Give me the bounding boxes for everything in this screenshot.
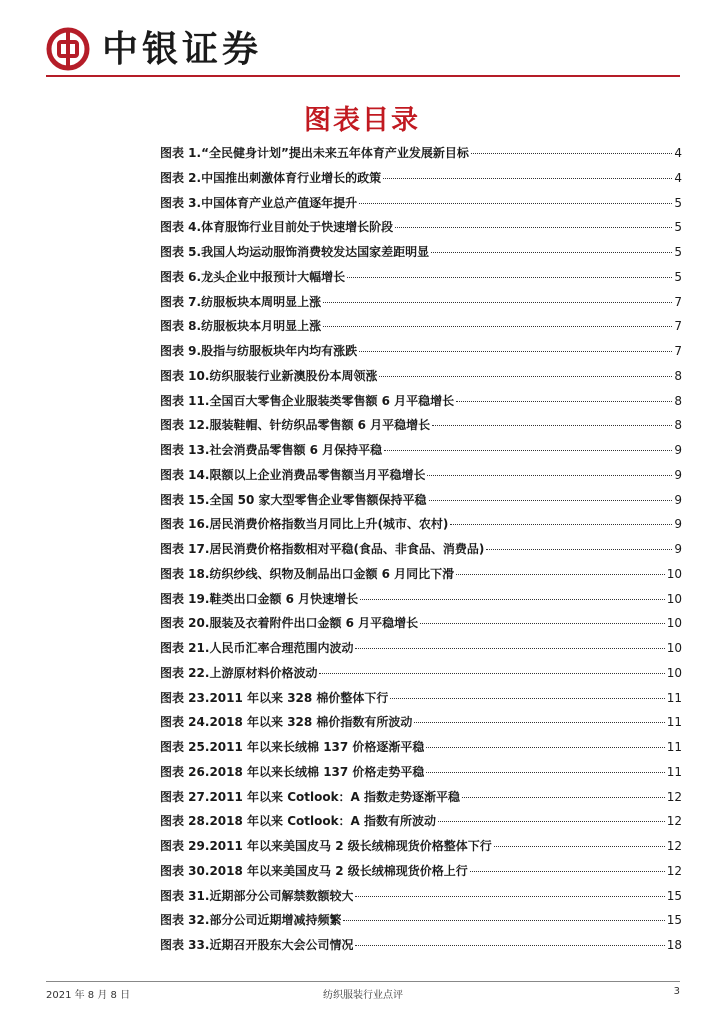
toc-item-label: 图表 7. [160, 294, 202, 309]
toc-item-page: 10 [666, 616, 682, 631]
toc-leader-dots [471, 153, 672, 154]
toc-item-page: 9 [674, 443, 682, 457]
toc-item-page: 10 [666, 641, 682, 655]
toc-item[interactable] [160, 293, 682, 318]
toc-item-text: 社会消费品零售额 6 月保持平稳 [209, 443, 383, 457]
toc-item[interactable] [160, 862, 682, 887]
toc-item-page: 11 [666, 690, 682, 705]
toc-item-page: 8 [674, 368, 682, 383]
toc-leader-dots [323, 326, 672, 327]
toc-item-text: 上游原材料价格波动 [209, 665, 318, 680]
toc-item[interactable] [160, 837, 682, 862]
toc-item-page: 11 [666, 740, 682, 754]
toc-item[interactable] [160, 590, 682, 615]
toc-item-text: 我国人均运动服饰消费较发达国家差距明显 [201, 245, 430, 259]
toc-item[interactable] [160, 218, 682, 243]
toc-leader-dots [395, 227, 672, 228]
toc-item-label: 图表 13. [160, 443, 210, 457]
toc-item-label: 图表 10. [160, 368, 210, 383]
toc-leader-dots [456, 401, 672, 402]
toc-item[interactable] [160, 416, 682, 441]
toc-item-page: 11 [666, 715, 682, 730]
toc-item-text: 2018 年以来 328 棉价指数有所波动 [209, 715, 413, 730]
toc-item-text: “全民健身计划”提出未来五年体育产业发展新目标 [201, 146, 469, 160]
toc-item[interactable] [160, 392, 682, 417]
toc-leader-dots [360, 599, 665, 600]
toc-item[interactable] [160, 540, 682, 565]
toc-item-text: 服装及衣着附件出口金额 6 月平稳增长 [209, 616, 419, 631]
toc-item-label: 图表 21. [160, 641, 210, 655]
toc-item[interactable] [160, 243, 682, 268]
toc-item-text: 全国百大零售企业服装类零售额 6 月平稳增长 [209, 393, 455, 408]
toc-item-label: 图表 30. [160, 863, 210, 878]
toc-leader-dots [431, 252, 672, 253]
toc-item-label: 图表 18. [160, 566, 210, 581]
toc-item-page: 12 [666, 789, 682, 804]
toc-leader-dots [355, 896, 664, 897]
toc-item-label: 图表 27. [160, 789, 210, 804]
toc-item-label: 图表 15. [160, 492, 210, 507]
toc-item[interactable] [160, 887, 682, 912]
toc-item-label: 图表 12. [160, 418, 210, 433]
footer-report-type: 纺织服装行业点评 [323, 990, 403, 1001]
toc-item-page: 15 [666, 888, 682, 903]
toc-item-text: 2018 年以来长绒棉 137 价格走势平稳 [209, 764, 425, 779]
toc-item[interactable] [160, 738, 682, 763]
footer-page-number: 3 [673, 986, 680, 997]
toc-item-text: 2011 年以来长绒棉 137 价格逐渐平稳 [209, 740, 425, 754]
toc-item-page: 8 [674, 393, 682, 408]
toc-item-label: 图表 6. [160, 269, 202, 284]
toc-item-label: 图表 25. [160, 740, 210, 754]
toc-leader-dots [355, 648, 664, 649]
toc-item-label: 图表 11. [160, 393, 210, 408]
toc-item-text: 全国 50 家大型零售企业零售额保持平稳 [209, 492, 427, 507]
toc-leader-dots [426, 772, 664, 773]
toc-item-label: 图表 33. [160, 938, 210, 952]
toc-item-label: 图表 3. [160, 195, 202, 210]
toc-item-label: 图表 29. [160, 839, 210, 853]
toc-item[interactable] [160, 268, 682, 293]
toc-item[interactable] [160, 491, 682, 516]
toc-item-text: 居民消费价格指数相对平稳(食品、非食品、消费品) [209, 542, 485, 556]
toc-leader-dots [426, 747, 664, 748]
toc-leader-dots [456, 574, 665, 575]
toc-item[interactable] [160, 614, 682, 639]
toc-list [160, 144, 682, 961]
toc-item[interactable] [160, 664, 682, 689]
footer-date: 2021 年 8 月 8 日 [46, 990, 131, 1001]
toc-item-page: 18 [666, 938, 682, 952]
toc-item-text: 纺织服装行业新澳股份本周领涨 [209, 368, 378, 383]
toc-item[interactable] [160, 194, 682, 219]
toc-item-text: 2011 年以来 Cotlook：A 指数走势逐渐平稳 [209, 789, 461, 804]
toc-item[interactable] [160, 689, 682, 714]
toc-leader-dots [319, 673, 664, 674]
brand-name: 中银证券 [102, 28, 263, 70]
toc-item-label: 图表 31. [160, 888, 210, 903]
toc-item-page: 7 [674, 344, 682, 358]
toc-leader-dots [462, 797, 665, 798]
toc-item-text: 服装鞋帽、针纺织品零售额 6 月平稳增长 [209, 418, 431, 433]
toc-item-page: 4 [674, 146, 682, 160]
toc-item-text: 中国体育产业总产值逐年提升 [201, 195, 358, 210]
toc-leader-dots [494, 846, 665, 847]
toc-item-text: 人民币汇率合理范围内波动 [209, 641, 354, 655]
toc-leader-dots [470, 871, 665, 872]
toc-item-page: 9 [674, 467, 682, 482]
toc-item-page: 12 [666, 863, 682, 878]
toc-item-label: 图表 20. [160, 616, 210, 631]
toc-item-page: 10 [666, 566, 682, 581]
toc-leader-dots [414, 722, 664, 723]
toc-item-label: 图表 19. [160, 591, 210, 606]
toc-item[interactable] [160, 342, 682, 367]
toc-item-text: 中国推出刺激体育行业增长的政策 [201, 170, 382, 185]
toc-item[interactable] [160, 936, 682, 961]
toc-item-page: 9 [674, 542, 682, 556]
toc-item[interactable] [160, 367, 682, 392]
toc-leader-dots [390, 698, 664, 699]
toc-item-text: 近期部分公司解禁数额较大 [209, 888, 354, 903]
toc-item-page: 9 [674, 492, 682, 507]
toc-leader-dots [359, 203, 672, 204]
toc-item-text: 纺服板块本周明显上涨 [201, 294, 322, 309]
toc-item-page: 5 [674, 269, 682, 284]
toc-item-text: 限额以上企业消费品零售额当月平稳增长 [209, 467, 426, 482]
toc-item-text: 股指与纺服板块年内均有涨跌 [201, 344, 358, 358]
toc-item-page: 7 [674, 319, 682, 334]
toc-item[interactable] [160, 911, 682, 936]
toc-leader-dots [355, 945, 664, 946]
toc-item[interactable] [160, 763, 682, 788]
toc-leader-dots [429, 500, 673, 501]
toc-leader-dots [427, 475, 672, 476]
toc-item-page: 15 [666, 913, 682, 928]
toc-item[interactable] [160, 565, 682, 590]
header-divider [46, 75, 680, 77]
toc-leader-dots [379, 376, 672, 377]
toc-item-page: 5 [674, 195, 682, 210]
toc-item-text: 鞋类出口金额 6 月快速增长 [209, 591, 359, 606]
toc-item-label: 图表 16. [160, 517, 210, 532]
toc-item[interactable] [160, 317, 682, 342]
toc-item-page: 12 [666, 839, 682, 853]
toc-item-text: 2018 年以来美国皮马 2 级长绒棉现货价格上行 [209, 863, 468, 878]
footer-divider [46, 981, 680, 982]
toc-item-page: 5 [674, 220, 682, 235]
toc-leader-dots [420, 623, 665, 624]
toc-leader-dots [343, 920, 664, 921]
toc-item-label: 图表 32. [160, 913, 210, 928]
toc-leader-dots [438, 821, 665, 822]
toc-leader-dots [384, 450, 672, 451]
toc-item-page: 8 [674, 418, 682, 433]
toc-leader-dots [323, 302, 672, 303]
toc-item-text: 2018 年以来 Cotlook：A 指数有所波动 [209, 814, 437, 829]
toc-item-label: 图表 9. [160, 344, 202, 358]
toc-item-label: 图表 1. [160, 146, 202, 160]
toc-item[interactable] [160, 144, 682, 169]
toc-item-page: 9 [674, 517, 682, 532]
toc-item-text: 近期召开股东大会公司情况 [209, 938, 354, 952]
toc-leader-dots [432, 425, 672, 426]
toc-item-label: 图表 14. [160, 467, 210, 482]
toc-item-text: 纺织纱线、织物及制品出口金额 6 月同比下滑 [209, 566, 455, 581]
toc-leader-dots [383, 178, 672, 179]
toc-item-label: 图表 4. [160, 220, 202, 235]
toc-item-label: 图表 5. [160, 245, 202, 259]
toc-item-label: 图表 22. [160, 665, 210, 680]
toc-item-text: 2011 年以来 328 棉价整体下行 [209, 690, 389, 705]
toc-item-label: 图表 26. [160, 764, 210, 779]
page-header [46, 24, 262, 74]
toc-item-page: 12 [666, 814, 682, 829]
toc-item-page: 11 [666, 764, 682, 779]
toc-item-text: 体育服饰行业目前处于快速增长阶段 [201, 220, 394, 235]
toc-item-text: 居民消费价格指数当月同比上升(城市、农村) [209, 517, 449, 532]
toc-item-label: 图表 24. [160, 715, 210, 730]
toc-leader-dots [450, 524, 672, 525]
toc-item-label: 图表 23. [160, 690, 210, 705]
toc-item-page: 4 [674, 170, 682, 185]
toc-item-label: 图表 2. [160, 170, 202, 185]
toc-item[interactable] [160, 169, 682, 194]
toc-item-text: 2011 年以来美国皮马 2 级长绒棉现货价格整体下行 [209, 839, 492, 853]
toc-item-page: 10 [666, 665, 682, 680]
toc-item[interactable] [160, 515, 682, 540]
toc-item-page: 10 [666, 591, 682, 606]
toc-item-text: 纺服板块本月明显上涨 [201, 319, 322, 334]
toc-item-label: 图表 17. [160, 542, 210, 556]
bank-of-china-logo [46, 27, 90, 71]
toc-item-page: 5 [674, 245, 682, 259]
toc-leader-dots [347, 277, 672, 278]
toc-item-text: 龙头企业中报预计大幅增长 [201, 269, 346, 284]
toc-item[interactable] [160, 812, 682, 837]
toc-item[interactable] [160, 639, 682, 664]
toc-item-text: 部分公司近期增减持频繁 [209, 913, 342, 928]
toc-title: 图表目录 [304, 105, 420, 136]
toc-item-label: 图表 28. [160, 814, 210, 829]
toc-item[interactable] [160, 713, 682, 738]
toc-leader-dots [486, 549, 672, 550]
toc-item[interactable] [160, 788, 682, 813]
toc-leader-dots [359, 351, 672, 352]
toc-item[interactable] [160, 466, 682, 491]
toc-item[interactable] [160, 441, 682, 466]
toc-item-label: 图表 8. [160, 319, 202, 334]
toc-item-page: 7 [674, 294, 682, 309]
